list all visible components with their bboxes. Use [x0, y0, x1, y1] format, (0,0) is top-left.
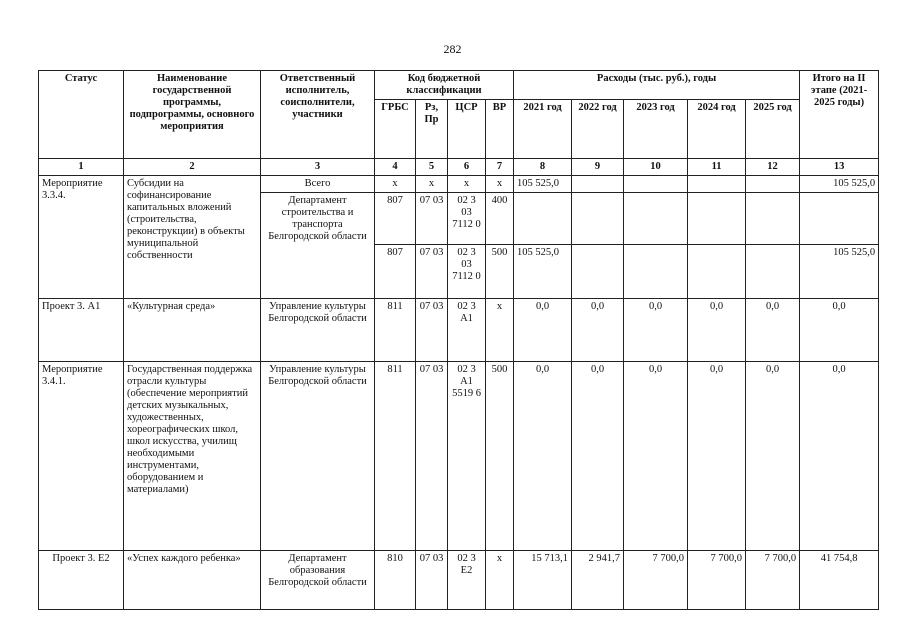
- col-number: 7: [486, 159, 514, 176]
- col-number: 12: [746, 159, 800, 176]
- table-row: [39, 176, 879, 193]
- cell-total: 0,0: [800, 299, 879, 362]
- table-row: [39, 299, 879, 362]
- cell-vr: 500: [486, 362, 514, 551]
- page-number: 282: [443, 42, 462, 56]
- cell-total: 41 754,8: [800, 551, 879, 610]
- col-number: 11: [688, 159, 746, 176]
- col-number: 13: [800, 159, 879, 176]
- column-numbers-row: [39, 159, 879, 176]
- cell-2021: 105 525,0: [514, 245, 572, 299]
- cell-2021: 0,0: [514, 362, 572, 551]
- cell-grbs: 807: [375, 193, 416, 245]
- cell-2023: 7 700,0: [624, 551, 688, 610]
- cell-2022: 2 941,7: [572, 551, 624, 610]
- cell-rz-pr: 07 03: [416, 245, 448, 299]
- cell-vr: х: [486, 551, 514, 610]
- cell-2023: [624, 176, 688, 193]
- cell-csr: 02 3 А1 5519 6: [448, 362, 486, 551]
- cell-2023: 0,0: [624, 362, 688, 551]
- cell-2025: 7 700,0: [746, 551, 800, 610]
- cell-2021: 105 525,0: [514, 176, 572, 193]
- cell-csr: 02 3 03 7112 0: [448, 193, 486, 245]
- header-vr: ВР: [486, 100, 514, 159]
- cell-2022: 0,0: [572, 299, 624, 362]
- cell-2025: 0,0: [746, 299, 800, 362]
- cell-2021: 0,0: [514, 299, 572, 362]
- header-rz-pr: Рз, Пр: [416, 100, 448, 159]
- col-number: 5: [416, 159, 448, 176]
- cell-grbs: 811: [375, 362, 416, 551]
- table-row: [39, 551, 879, 610]
- cell-total: 105 525,0: [800, 245, 879, 299]
- row-responsible: Департамент образования Белгородской области: [261, 551, 375, 610]
- cell-vr: 400: [486, 193, 514, 245]
- row-name: Субсидии на софинансирование капитальных вложений (строительства, реконструкции) в объекты муниципальной собственности: [124, 176, 261, 299]
- cell-2022: [572, 193, 624, 245]
- col-number: 3: [261, 159, 375, 176]
- header-grbs: ГРБС: [375, 100, 416, 159]
- cell-grbs: 807: [375, 245, 416, 299]
- cell-rz-pr: 07 03: [416, 299, 448, 362]
- row-responsible: Департамент строительства и транспорта Белгородской области: [261, 193, 375, 299]
- cell-grbs: 811: [375, 299, 416, 362]
- col-number: 9: [572, 159, 624, 176]
- col-number: 10: [624, 159, 688, 176]
- row-name: Государственная поддержка отрасли культуры (обеспечение мероприятий детских музыкальных, художественных, хореографических школ, школ искусства, училищ необходимыми инструментами, оборудованием и материалами): [124, 362, 261, 551]
- cell-csr: 02 3 03 7112 0: [448, 245, 486, 299]
- row-status: Проект 3. Е2: [39, 551, 124, 610]
- row-responsible: Управление культуры Белгородской области: [261, 362, 375, 551]
- header-csr: ЦСР: [448, 100, 486, 159]
- header-responsible: Ответственный исполнитель, соисполнители, участники: [261, 71, 375, 159]
- cell-2025: [746, 176, 800, 193]
- col-number: 4: [375, 159, 416, 176]
- cell-2025: [746, 193, 800, 245]
- header-status: Статус: [39, 71, 124, 159]
- col-number: 2: [124, 159, 261, 176]
- cell-total: 0,0: [800, 362, 879, 551]
- cell-2024: [688, 193, 746, 245]
- col-number: 8: [514, 159, 572, 176]
- col-number: 1: [39, 159, 124, 176]
- cell-total: [800, 193, 879, 245]
- row-name: «Успех каждого ребенка»: [124, 551, 261, 610]
- cell-2024: 0,0: [688, 299, 746, 362]
- row-status: Проект 3. А1: [39, 299, 124, 362]
- row-name: «Культурная среда»: [124, 299, 261, 362]
- cell-2021: [514, 193, 572, 245]
- cell-2024: 7 700,0: [688, 551, 746, 610]
- cell-csr: х: [448, 176, 486, 193]
- cell-2024: [688, 245, 746, 299]
- cell-rz-pr: 07 03: [416, 551, 448, 610]
- header-2025: 2025 год: [746, 100, 800, 159]
- col-number: 6: [448, 159, 486, 176]
- cell-2022: [572, 176, 624, 193]
- row-status: Мероприятие 3.4.1.: [39, 362, 124, 551]
- cell-csr: 02 3 Е2: [448, 551, 486, 610]
- cell-2022: 0,0: [572, 362, 624, 551]
- budget-table: [38, 70, 879, 610]
- header-2021: 2021 год: [514, 100, 572, 159]
- header-budget-code: Код бюджетной классификации: [375, 71, 514, 100]
- header-expenses: Расходы (тыс. руб.), годы: [514, 71, 800, 100]
- header-name: Наименование государственной программы, подпрограммы, основного мероприятия: [124, 71, 261, 159]
- row-responsible: Всего: [261, 176, 375, 193]
- header-2023: 2023 год: [624, 100, 688, 159]
- cell-2022: [572, 245, 624, 299]
- cell-2023: 0,0: [624, 299, 688, 362]
- cell-vr: х: [486, 176, 514, 193]
- cell-total: 105 525,0: [800, 176, 879, 193]
- cell-rz-pr: х: [416, 176, 448, 193]
- cell-2024: [688, 176, 746, 193]
- header-2022: 2022 год: [572, 100, 624, 159]
- cell-rz-pr: 07 03: [416, 362, 448, 551]
- cell-2024: 0,0: [688, 362, 746, 551]
- cell-rz-pr: 07 03: [416, 193, 448, 245]
- row-responsible: Управление культуры Белгородской области: [261, 299, 375, 362]
- cell-csr: 02 3 А1: [448, 299, 486, 362]
- table-row: [39, 362, 879, 551]
- cell-2023: [624, 193, 688, 245]
- cell-2025: [746, 245, 800, 299]
- cell-grbs: х: [375, 176, 416, 193]
- cell-vr: х: [486, 299, 514, 362]
- cell-2021: 15 713,1: [514, 551, 572, 610]
- header-2024: 2024 год: [688, 100, 746, 159]
- cell-2023: [624, 245, 688, 299]
- cell-vr: 500: [486, 245, 514, 299]
- header-total: Итого на II этапе (2021-2025 годы): [800, 71, 879, 159]
- cell-grbs: 810: [375, 551, 416, 610]
- row-status: Мероприятие 3.3.4.: [39, 176, 124, 299]
- cell-2025: 0,0: [746, 362, 800, 551]
